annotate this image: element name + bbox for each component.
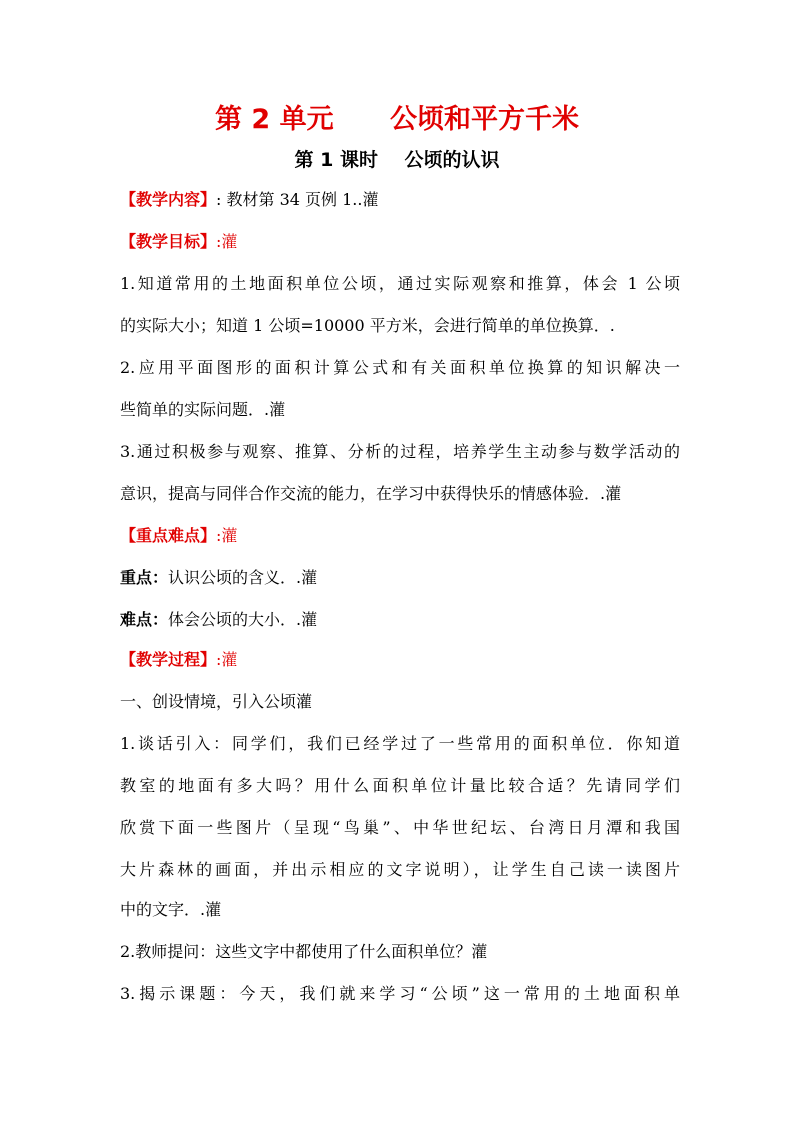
process-line-1: 1.谈话引入：同学们，我们已经学过了一些常用的面积单位．你知道 (120, 734, 680, 753)
objectives-heading: 【教学目标】 (120, 232, 217, 251)
key-point-line (120, 566, 680, 590)
process-line-2: 教室的地面有多大吗？用什么面积单位计量比较合适？先请同学们 (120, 776, 680, 795)
process-subheading: 一、创设情境，引入公顷 (120, 692, 297, 711)
objective-line-6 (120, 482, 680, 506)
process-mark: 灌 (221, 650, 238, 669)
process-line-6 (120, 940, 680, 964)
process-line-7: 3.揭示课题：今天，我们就来学习“公顷”这一常用的土地面积单 (120, 984, 680, 1003)
process-heading: 【教学过程】 (120, 650, 217, 669)
teaching-content-sep: : (216, 190, 222, 209)
process-line-6-mark: 灌 (471, 942, 488, 961)
objective-line-1: 1.知道常用的土地面积单位公顷，通过实际观察和推算，体会 1 公顷 (120, 274, 680, 293)
difficult-point-line (120, 608, 680, 632)
key-points-heading-line (120, 524, 680, 548)
process-subheading-line (120, 690, 680, 714)
process-line-5-mark: 灌 (205, 900, 222, 919)
key-points-mark: 灌 (221, 526, 238, 545)
objective-line-4-text: 些简单的实际问题．. (120, 400, 270, 419)
objectives-heading-line (120, 230, 680, 254)
process-sep: : (216, 650, 222, 669)
key-point-text: 认识公顷的含义．. (168, 568, 302, 587)
objective-line-3: 2.应用平面图形的面积计算公式和有关面积单位换算的知识解决一 (120, 358, 680, 377)
objective-line-2: 的实际大小；知道 1 公顷=10000 平方米，会进行简单的单位换算．. (120, 316, 615, 335)
teaching-content-text: 教材第 34 页例 1.. (221, 190, 363, 209)
difficult-point-text: 体会公顷的大小．. (168, 610, 302, 629)
difficult-point-label: 难点： (120, 610, 169, 629)
process-heading-line (120, 648, 680, 672)
objectives-sep: : (216, 232, 222, 251)
lesson-title: 第 1 课时 公顷的认识 (294, 149, 500, 171)
objective-line-4 (120, 398, 680, 422)
difficult-point-mark: 灌 (301, 610, 318, 629)
objective-line-4-mark: 灌 (269, 400, 286, 419)
teaching-content-mark: 灌 (362, 190, 379, 209)
objective-line-6-mark: 灌 (605, 484, 622, 503)
objectives-mark: 灌 (221, 232, 238, 251)
process-line-5-text: 中的文字．. (120, 900, 206, 919)
process-line-6-text: 2.教师提问：这些文字中都使用了什么面积单位？ (120, 942, 472, 961)
process-subheading-mark: 灌 (296, 692, 313, 711)
objective-line-6-text: 意识，提高与同伴合作交流的能力，在学习中获得快乐的情感体验．. (120, 484, 606, 503)
process-line-4: 大片森林的画面，并出示相应的文字说明），让学生自己读一读图片 (120, 860, 680, 879)
objective-line-5: 3.通过积极参与观察、推算、分析的过程，培养学生主动参与数学活动的 (120, 442, 680, 461)
process-line-5 (120, 898, 680, 922)
key-points-heading: 【重点难点】 (120, 526, 217, 545)
teaching-content-heading: 【教学内容】 (120, 190, 217, 209)
unit-title: 第 2 单元 公顷和平方千米 (215, 104, 579, 135)
teaching-content-line (120, 188, 680, 212)
process-line-3: 欣赏下面一些图片（呈现“鸟巢”、中华世纪坛、台湾日月潭和我国 (120, 818, 680, 837)
key-point-label: 重点： (120, 568, 169, 587)
key-points-sep: : (216, 526, 222, 545)
key-point-mark: 灌 (301, 568, 318, 587)
